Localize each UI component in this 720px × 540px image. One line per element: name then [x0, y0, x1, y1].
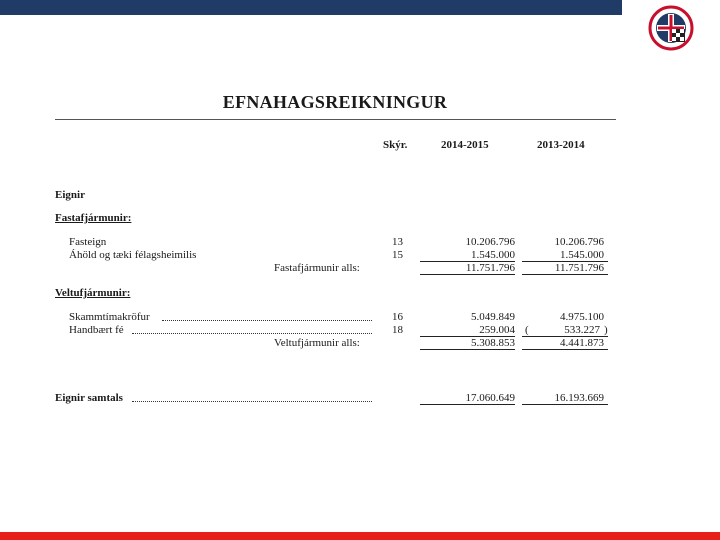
- total-label-veltufjarmunir: Veltufjármunir alls:: [274, 337, 360, 349]
- row-value-fasteign-2014: 10.206.796: [465, 236, 515, 248]
- row-note-skammtimakrofur: 16: [392, 311, 403, 323]
- page-title: EFNAHAGSREIKNINGUR: [222, 92, 448, 112]
- total-value-fastafjarmunir-2013: 11.751.796: [554, 262, 604, 274]
- row-value-skammtimakrofur-2013: 4.975.100: [560, 311, 604, 323]
- row-value-handbaert-fe-2014: 259.004: [479, 324, 515, 336]
- close-paren: ): [604, 324, 608, 336]
- row-value-fasteign-2013: 10.206.796: [554, 236, 604, 248]
- total-value-veltufjarmunir-2013: 4.441.873: [560, 337, 604, 349]
- row-note-ahold: 15: [392, 249, 403, 261]
- value-eignir-samtals-2014: 17.060.649: [465, 392, 515, 404]
- row-label-fasteign: Fasteign: [69, 236, 107, 248]
- total-value-veltufjarmunir-2014: 5.308.853: [471, 337, 515, 349]
- row-value-ahold-2014: 1.545.000: [471, 249, 515, 261]
- total-rule: [522, 274, 608, 275]
- leader-dots: [132, 401, 372, 402]
- bottom-bar: [0, 532, 720, 540]
- row-label-skammtimakrofur: Skammtímakröfur: [69, 311, 150, 323]
- leader-dots: [162, 320, 372, 321]
- row-label-ahold: Áhöld og tæki félagsheimilis: [69, 249, 197, 261]
- total-label-fastafjarmunir: Fastafjármunir alls:: [274, 262, 360, 274]
- grand-total-rule: [420, 404, 515, 405]
- value-eignir-samtals-2013: 16.193.669: [554, 392, 604, 404]
- row-value-ahold-2013: 1.545.000: [560, 249, 604, 261]
- open-paren: (: [525, 324, 529, 336]
- title-divider: [55, 119, 616, 120]
- total-rule: [420, 349, 515, 350]
- row-label-handbaert-fe: Handbært fé: [69, 324, 124, 336]
- row-value-handbaert-fe-2013: 533.227: [564, 324, 600, 336]
- total-rule: [522, 349, 608, 350]
- section-eignir: Eignir: [55, 189, 85, 201]
- row-note-fasteign: 13: [392, 236, 403, 248]
- header-year-2013-2014: 2013-2014: [537, 139, 585, 151]
- club-logo-badge: [648, 5, 694, 51]
- total-value-fastafjarmunir-2014: 11.751.796: [465, 262, 515, 274]
- header-note: Skýr.: [383, 139, 408, 151]
- row-note-handbaert-fe: 18: [392, 324, 403, 336]
- label-eignir-samtals: Eignir samtals: [55, 392, 123, 404]
- top-bar: [0, 0, 622, 15]
- section-fastafjarmunir: Fastafjármunir:: [55, 212, 132, 224]
- total-rule: [420, 274, 515, 275]
- leader-dots: [132, 333, 372, 334]
- row-value-skammtimakrofur-2014: 5.049.849: [471, 311, 515, 323]
- grand-total-rule: [522, 404, 608, 405]
- section-veltufjarmunir: Veltufjármunir:: [55, 287, 131, 299]
- header-year-2014-2015: 2014-2015: [441, 139, 489, 151]
